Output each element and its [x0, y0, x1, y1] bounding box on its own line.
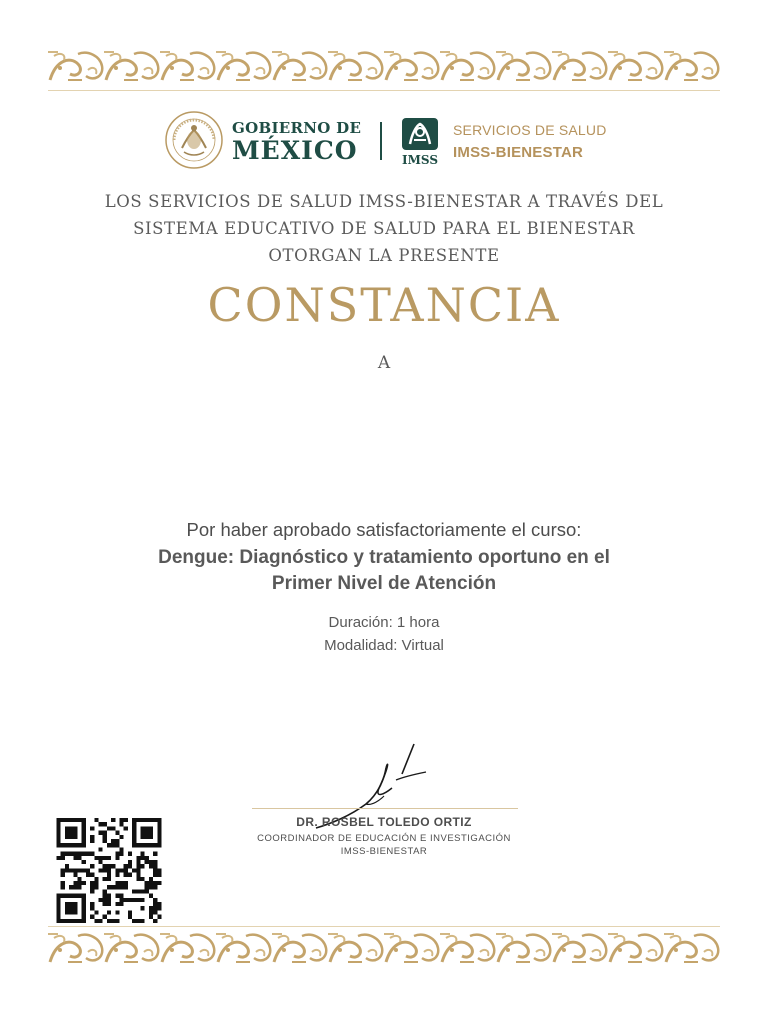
- course-modality: Modalidad: Virtual: [324, 637, 444, 654]
- course-name-line-1: Dengue: Diagnóstico y tratamiento oportuno en el: [158, 547, 610, 568]
- certificate-title: CONSTANCIA: [207, 278, 561, 332]
- institution-header: [0, 110, 768, 174]
- bottom-divider: [48, 926, 720, 927]
- servicios-line1: SERVICIOS DE SALUD: [453, 122, 607, 138]
- signature-line: [252, 808, 518, 809]
- course-name-line-2: Primer Nivel de Atención: [271, 573, 497, 594]
- logo-separator: [380, 122, 382, 160]
- recipient-prefix: A: [377, 353, 391, 373]
- imss-bienestar-logo-icon: [400, 116, 440, 168]
- intro-line-3: OTORGAN LA PRESENTE: [268, 246, 500, 265]
- intro-line-1: LOS SERVICIOS DE SALUD IMSS-BIENESTAR A TRAVÉS DEL: [104, 192, 664, 211]
- bottom-ornament-band: [48, 932, 720, 966]
- qr-code-icon: [53, 818, 165, 923]
- intro-text: [40, 188, 728, 269]
- top-ornament-band: [48, 50, 720, 84]
- gobierno-line1: GOBIERNO DE: [232, 119, 362, 137]
- course-meta: [0, 611, 768, 657]
- signer-role-line-2: IMSS-BIENESTAR: [340, 846, 428, 857]
- mexico-seal-icon: [164, 110, 224, 170]
- course-intro-text: Por haber aprobado satisfactoriamente el curso:: [186, 519, 582, 540]
- top-divider: [48, 90, 720, 91]
- servicios-line2: IMSS-BIENESTAR: [453, 144, 584, 161]
- signer-name: DR. ROSBEL TOLEDO ORTIZ: [296, 815, 472, 829]
- svg-text:IMSS: IMSS: [402, 153, 438, 167]
- signer-role-line-1: COORDINADOR DE EDUCACIÓN E INVESTIGACIÓN: [257, 833, 511, 844]
- course-name: [84, 545, 684, 597]
- gobierno-line2: MÉXICO: [232, 136, 358, 165]
- course-duration: Duración: 1 hora: [328, 614, 440, 631]
- intro-line-2: SISTEMA EDUCATIVO DE SALUD PARA EL BIENESTAR: [133, 219, 635, 238]
